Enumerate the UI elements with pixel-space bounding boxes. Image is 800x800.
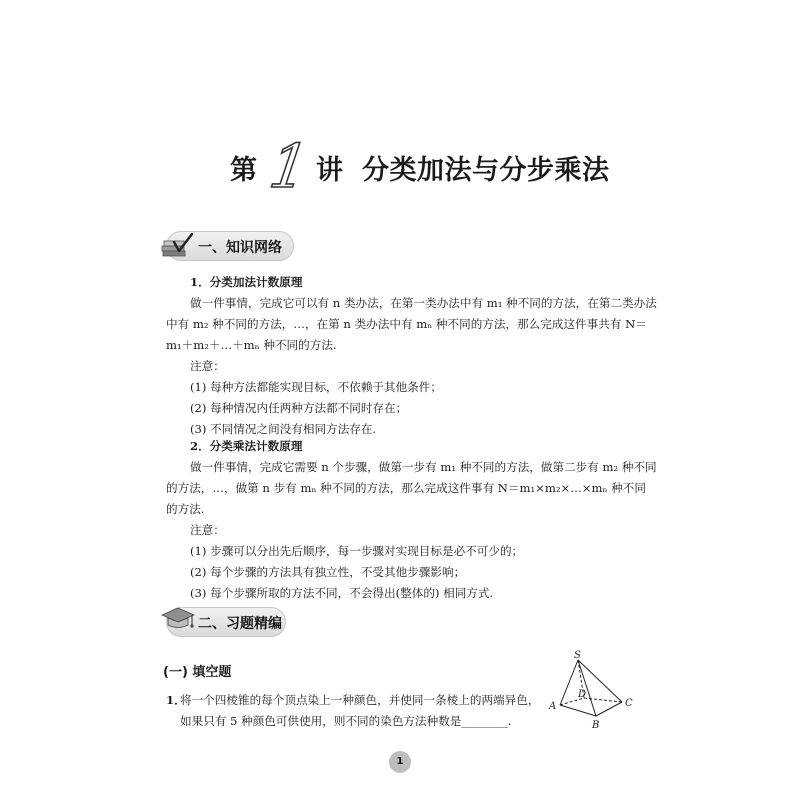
title-suffix: 讲 xyxy=(316,155,343,186)
title-main: 分类加法与分步乘法 xyxy=(362,155,610,186)
principle2-note: (2) 每个步骤的方法具有独立性，不受其他步骤影响； xyxy=(190,565,466,579)
label-S: S xyxy=(574,650,581,661)
books-check-icon xyxy=(160,232,194,258)
principle1-line: 做一件事情，完成它可以有 n 类办法，在第一类办法中有 m₁ 种不同的方法，在第二类办法 xyxy=(190,296,657,310)
label-B: B xyxy=(592,720,600,730)
title-prefix: 第 xyxy=(230,155,257,186)
title-number: 1 xyxy=(265,132,314,202)
section2-label: 二、习题精编 xyxy=(198,616,282,632)
edge-SA xyxy=(560,660,578,705)
principle1-note-label: 注意： xyxy=(190,359,225,373)
principle1-line: m₁＋m₂＋…＋mₙ 种不同的方法. xyxy=(166,338,337,352)
edge-BC xyxy=(596,702,622,716)
principle2-line: 的方法，…，做第 n 步有 mₙ 种不同的方法，那么完成这件事有 N＝m₁×m₂×…×mₙ 种不同 xyxy=(166,481,646,495)
principle2-line: 的方法. xyxy=(166,502,205,516)
principle2-line: 做一件事情，完成它需要 n 个步骤，做第一步有 m₁ 种不同的方法，做第二步有 m₂ 种不同 xyxy=(190,460,657,474)
label-D: D xyxy=(578,689,587,700)
problem-text: 如果只有 5 种颜色可供使用，则不同的染色方法种数是________. xyxy=(180,714,512,728)
section1-label: 一、知识网络 xyxy=(198,240,282,256)
label-C: C xyxy=(625,698,633,709)
principle1-heading: 1．分类加法计数原理 xyxy=(190,275,303,289)
principle1-note: (1) 每种方法都能实现目标，不依赖于其他条件； xyxy=(190,380,442,394)
principle2-note: (3) 每个步骤所取的方法不同，不会得出(整体的) 相同方式. xyxy=(190,586,494,600)
label-A: A xyxy=(549,701,557,712)
principle2-heading: 2．分类乘法计数原理 xyxy=(190,439,303,453)
lecture-title xyxy=(0,128,800,202)
principle2-note: (1) 步骤可以分出先后顺序，每一步骤对实现目标是必不可少的； xyxy=(190,544,524,558)
principle1-note: (3) 不同情况之间没有相同方法存在. xyxy=(190,422,377,436)
edge-AB xyxy=(560,705,596,716)
page-number: 1 xyxy=(389,751,411,773)
principle2-note-label: 注意： xyxy=(190,523,225,537)
principle1-note: (2) 每种情况内任两种方法都不同时存在； xyxy=(190,401,408,415)
graduation-cap-icon xyxy=(160,605,196,633)
pyramid-figure xyxy=(540,650,640,730)
problem-text: 将一个四棱锥的每个顶点染上一种颜色，并使同一条棱上的两端异色， xyxy=(180,693,540,707)
problem-number: 1． xyxy=(166,693,186,707)
principle1-line: 中有 m₂ 种不同的方法，…，在第 n 类办法中有 mₙ 种不同的方法，那么完成这件事共有 N＝ xyxy=(166,317,647,331)
subsection-heading: (一) 填空题 xyxy=(163,665,232,680)
edge-DC xyxy=(584,698,622,702)
